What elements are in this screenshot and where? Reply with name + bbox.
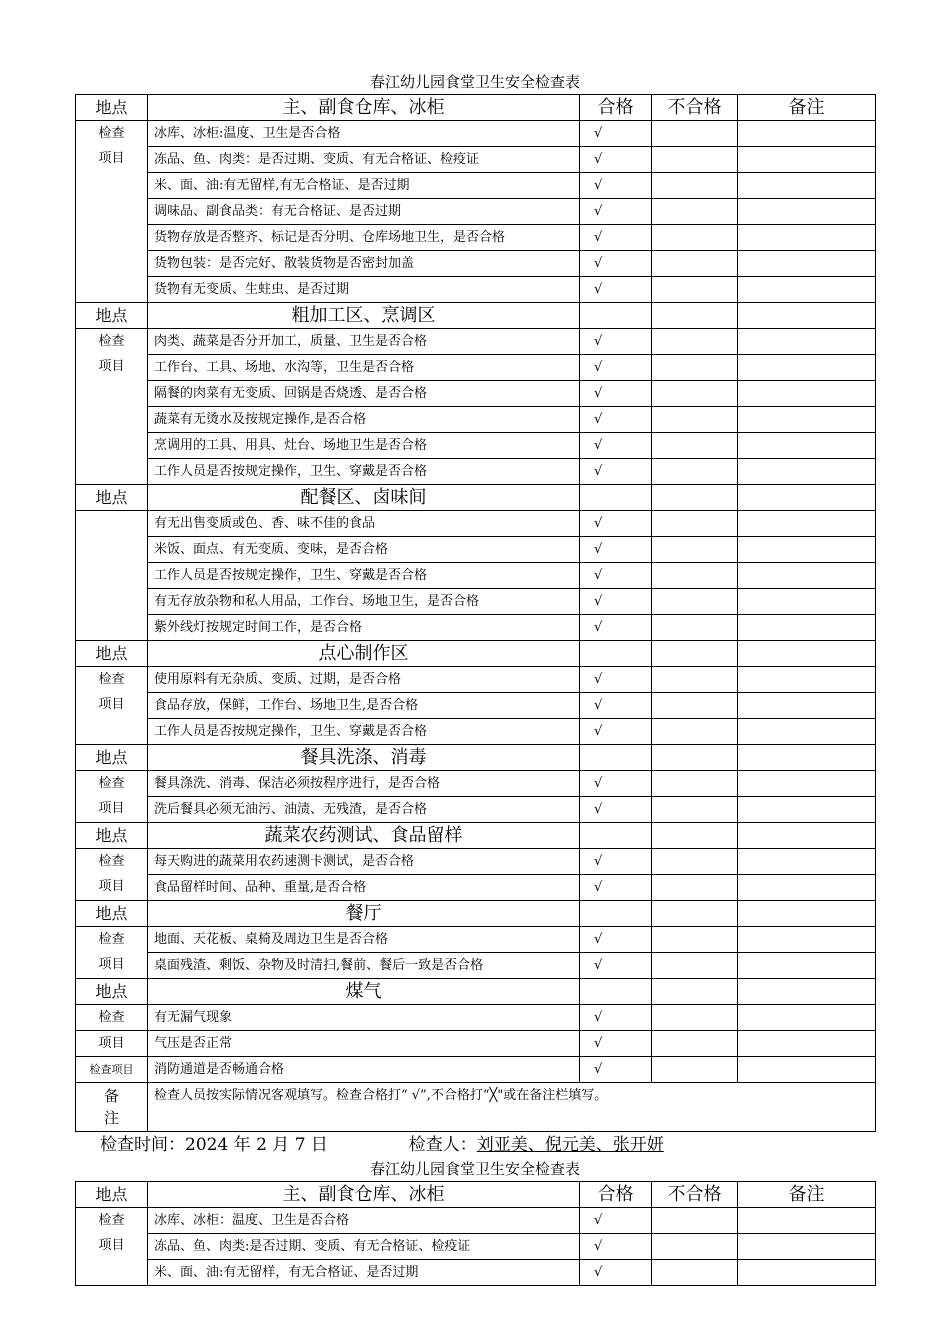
table-row xyxy=(76,693,876,719)
table-row xyxy=(76,277,876,303)
table-row xyxy=(76,459,876,485)
check-item-text: 米、面、油:有无留样，有无合格证、是否过期 xyxy=(148,1260,580,1286)
unqualified-cell xyxy=(652,199,738,225)
qualified-cell xyxy=(580,485,652,511)
unqualified-cell xyxy=(652,641,738,667)
remarks-cell xyxy=(738,979,876,1005)
remarks-cell xyxy=(738,771,876,797)
remarks-cell xyxy=(738,615,876,641)
qualified-mark: √ xyxy=(580,407,652,433)
table-row xyxy=(76,433,876,459)
check-item-text: 每天购进的蔬菜用农药速测卡测试，是否合格 xyxy=(148,849,580,875)
table-row xyxy=(76,797,876,823)
remarks-cell xyxy=(738,147,876,173)
section-header-row xyxy=(76,901,876,927)
check-item-text: 使用原料有无杂质、变质、过期，是否合格 xyxy=(148,667,580,693)
remarks-cell xyxy=(738,693,876,719)
check-label-line1: 检查 xyxy=(98,854,125,869)
qualified-mark: √ xyxy=(580,147,652,173)
table-row xyxy=(76,615,876,641)
qualified-mark: √ xyxy=(580,251,652,277)
section-header-row xyxy=(76,1182,876,1208)
location-label: 地点 xyxy=(76,303,148,329)
check-item-text: 烹调用的工具、用具、灶台、场地卫生是否合格 xyxy=(148,433,580,459)
qualified-mark: √ xyxy=(580,355,652,381)
inspection-table-2 xyxy=(75,1181,876,1286)
qualified-mark: √ xyxy=(580,121,652,147)
check-item-text: 工作人员是否按规定操作，卫生、穿戴是否合格 xyxy=(148,719,580,745)
remarks-cell xyxy=(738,927,876,953)
unqualified-cell xyxy=(652,381,738,407)
remarks-cell xyxy=(738,745,876,771)
unqualified-cell xyxy=(652,433,738,459)
qualified-mark: √ xyxy=(580,927,652,953)
remarks-cell xyxy=(738,381,876,407)
remarks-cell xyxy=(738,667,876,693)
check-item-text: 食品留样时间、品种、重量,是否合格 xyxy=(148,875,580,901)
check-item-text: 紫外线灯按规定时间工作，是否合格 xyxy=(148,615,580,641)
table-row xyxy=(76,381,876,407)
table-row xyxy=(76,667,876,693)
check-item-text: 米饭、面点、有无变质、变味，是否合格 xyxy=(148,537,580,563)
unqualified-cell xyxy=(652,875,738,901)
check-item-text: 冻品、鱼、肉类:是否过期、变质、有无合格证、检疫证 xyxy=(148,1234,580,1260)
section-name: 主、副食仓库、冰柜 xyxy=(148,1182,580,1208)
remarks-cell xyxy=(738,329,876,355)
check-label-line1: 检查 xyxy=(98,672,125,687)
check-items-label xyxy=(76,927,148,979)
unqualified-cell xyxy=(652,225,738,251)
qualified-cell xyxy=(580,823,652,849)
check-items-label xyxy=(76,771,148,823)
qualified-header: 合格 xyxy=(580,95,652,121)
check-label-line2: 项目 xyxy=(98,879,125,894)
check-item-text: 蔬菜有无烫水及按规定操作,是否合格 xyxy=(148,407,580,433)
inspector-label: 检查人： xyxy=(408,1135,477,1155)
section-name: 餐厅 xyxy=(148,901,580,927)
qualified-cell xyxy=(580,745,652,771)
check-label-line2: 项目 xyxy=(98,697,125,712)
section-header-row xyxy=(76,485,876,511)
unqualified-cell xyxy=(652,147,738,173)
remarks-cell xyxy=(738,641,876,667)
qualified-mark: √ xyxy=(580,1260,652,1286)
remarks-cell xyxy=(738,225,876,251)
remarks-cell xyxy=(738,303,876,329)
unqualified-cell xyxy=(652,979,738,1005)
remarks-label-line1: 备 xyxy=(103,1087,119,1105)
unqualified-cell xyxy=(652,329,738,355)
remarks-cell xyxy=(738,511,876,537)
table-row xyxy=(76,355,876,381)
check-item-text: 工作台、工具、场地、水沟等，卫生是否合格 xyxy=(148,355,580,381)
qualified-mark: √ xyxy=(580,225,652,251)
qualified-mark: √ xyxy=(580,719,652,745)
unqualified-cell xyxy=(652,355,738,381)
remarks-cell xyxy=(738,485,876,511)
check-items-label xyxy=(76,849,148,901)
section-header-row xyxy=(76,745,876,771)
remarks-cell xyxy=(738,849,876,875)
inspection-date: 2024 年 2 月 7 日 xyxy=(185,1135,328,1155)
table-row xyxy=(76,1260,876,1286)
check-items-label xyxy=(76,667,148,745)
section-name: 餐具洗涤、消毒 xyxy=(148,745,580,771)
section-name: 蔬菜农药测试、食品留样 xyxy=(148,823,580,849)
check-item-text: 工作人员是否按规定操作，卫生、穿戴是否合格 xyxy=(148,563,580,589)
inspection-time-label: 检查时间： xyxy=(100,1135,185,1155)
location-label: 地点 xyxy=(76,95,148,121)
check-items-label xyxy=(76,329,148,485)
table-row xyxy=(76,537,876,563)
qualified-mark: √ xyxy=(580,537,652,563)
unqualified-cell xyxy=(652,927,738,953)
check-item-text: 肉类、蔬菜是否分开加工，质量、卫生是否合格 xyxy=(148,329,580,355)
table-row xyxy=(76,953,876,979)
table-row xyxy=(76,329,876,355)
check-item-text: 食品存放，保鲜，工作台、场地卫生,是否合格 xyxy=(148,693,580,719)
unqualified-cell xyxy=(652,511,738,537)
unqualified-cell xyxy=(652,459,738,485)
qualified-mark: √ xyxy=(580,381,652,407)
unqualified-cell xyxy=(652,173,738,199)
section-header-row xyxy=(76,641,876,667)
table-row xyxy=(76,147,876,173)
table-row xyxy=(76,121,876,147)
remarks-cell xyxy=(738,459,876,485)
remarks-cell xyxy=(738,719,876,745)
check-label-line1: 检查 xyxy=(98,776,125,791)
location-label: 地点 xyxy=(76,1182,148,1208)
qualified-cell xyxy=(580,303,652,329)
check-item-text: 冰库、冰柜:温度、卫生是否合格 xyxy=(148,121,580,147)
check-item-text: 调味品、副食品类：有无合格证、是否过期 xyxy=(148,199,580,225)
unqualified-cell xyxy=(652,485,738,511)
qualified-mark: √ xyxy=(580,1031,652,1057)
table-row xyxy=(76,1031,876,1057)
section-name: 煤气 xyxy=(148,979,580,1005)
empty-label-cell xyxy=(76,511,148,641)
qualified-mark: √ xyxy=(580,589,652,615)
unqualified-cell xyxy=(652,563,738,589)
remarks-cell xyxy=(738,121,876,147)
check-item-text: 货物包装：是否完好、散装货物是否密封加盖 xyxy=(148,251,580,277)
unqualified-cell xyxy=(652,277,738,303)
table-row xyxy=(76,1208,876,1234)
remarks-cell xyxy=(738,1005,876,1031)
section-header-row xyxy=(76,95,876,121)
unqualified-cell xyxy=(652,693,738,719)
check-label-line1: 检查 xyxy=(76,1005,148,1031)
check-item-text: 有无漏气现象 xyxy=(148,1005,580,1031)
table-row xyxy=(76,771,876,797)
section-name: 粗加工区、烹调区 xyxy=(148,303,580,329)
location-label: 地点 xyxy=(76,901,148,927)
qualified-mark: √ xyxy=(580,199,652,225)
table-row xyxy=(76,1005,876,1031)
unqualified-cell xyxy=(652,251,738,277)
remarks-label xyxy=(76,1083,148,1132)
qualified-mark: √ xyxy=(580,1005,652,1031)
unqualified-cell xyxy=(652,1005,738,1031)
unqualified-header: 不合格 xyxy=(652,95,738,121)
remarks-cell xyxy=(738,589,876,615)
remarks-cell xyxy=(738,1208,876,1234)
qualified-mark: √ xyxy=(580,875,652,901)
qualified-mark: √ xyxy=(580,277,652,303)
unqualified-cell xyxy=(652,823,738,849)
check-label-line2: 项目 xyxy=(98,359,125,374)
table-row xyxy=(76,511,876,537)
unqualified-cell xyxy=(652,1208,738,1234)
location-label: 地点 xyxy=(76,485,148,511)
qualified-mark: √ xyxy=(580,511,652,537)
qualified-mark: √ xyxy=(580,433,652,459)
check-label-line2: 项目 xyxy=(98,957,125,972)
remarks-cell xyxy=(738,433,876,459)
unqualified-cell xyxy=(652,719,738,745)
table-row xyxy=(76,849,876,875)
unqualified-header: 不合格 xyxy=(652,1182,738,1208)
table-row xyxy=(76,199,876,225)
qualified-mark: √ xyxy=(580,1234,652,1260)
remarks-cell xyxy=(738,277,876,303)
unqualified-cell xyxy=(652,901,738,927)
check-label-line2: 项目 xyxy=(98,1238,125,1253)
remarks-cell xyxy=(738,251,876,277)
unqualified-cell xyxy=(652,407,738,433)
unqualified-cell xyxy=(652,953,738,979)
qualified-cell xyxy=(580,901,652,927)
check-item-text: 工作人员是否按规定操作，卫生、穿戴是否合格 xyxy=(148,459,580,485)
page-title: 春江幼儿园食堂卫生安全检查表 xyxy=(369,73,580,91)
remarks-cell xyxy=(738,1031,876,1057)
check-label-line1: 检查 xyxy=(98,126,125,141)
location-label: 地点 xyxy=(76,979,148,1005)
check-item-text: 桌面残渣、剩饭、杂物及时清扫,餐前、餐后一致是否合格 xyxy=(148,953,580,979)
table-row xyxy=(76,589,876,615)
check-item-text: 隔餐的肉菜有无变质、回锅是否烧透、是否合格 xyxy=(148,381,580,407)
check-items-label xyxy=(76,121,148,303)
section-header-row xyxy=(76,979,876,1005)
check-item-text: 米、面、油:有无留样,有无合格证、是否过期 xyxy=(148,173,580,199)
check-items-label xyxy=(76,1208,148,1286)
qualified-mark: √ xyxy=(580,1057,652,1083)
qualified-mark: √ xyxy=(580,667,652,693)
unqualified-cell xyxy=(652,797,738,823)
check-label-line1: 检查 xyxy=(98,334,125,349)
remarks-cell xyxy=(738,199,876,225)
qualified-mark: √ xyxy=(580,953,652,979)
unqualified-cell xyxy=(652,849,738,875)
table-row xyxy=(76,927,876,953)
qualified-cell xyxy=(580,979,652,1005)
location-label: 地点 xyxy=(76,641,148,667)
remarks-cell xyxy=(738,1057,876,1083)
remarks-cell xyxy=(738,901,876,927)
table-row xyxy=(76,407,876,433)
check-item-text: 洗后餐具必须无油污、油渍、无残渣，是否合格 xyxy=(148,797,580,823)
qualified-mark: √ xyxy=(580,173,652,199)
page-title-2: 春江幼儿园食堂卫生安全检查表 xyxy=(369,1160,580,1178)
table-row xyxy=(76,225,876,251)
footer xyxy=(100,1130,900,1155)
check-item-text: 货物有无变质、生蛀虫、是否过期 xyxy=(148,277,580,303)
remarks-text: 检查人员按实际情况客观填写。检查合格打“ √”,不合格打“╳"或在备注栏填写。 xyxy=(148,1083,876,1132)
remarks-row xyxy=(76,1083,876,1132)
unqualified-cell xyxy=(652,1234,738,1260)
inspection-table xyxy=(75,94,876,1132)
qualified-mark: √ xyxy=(580,563,652,589)
qualified-cell xyxy=(580,641,652,667)
section-header-row xyxy=(76,823,876,849)
remarks-cell xyxy=(738,1260,876,1286)
check-item-text: 消防通道是否畅通合格 xyxy=(148,1057,580,1083)
qualified-mark: √ xyxy=(580,1208,652,1234)
remarks-header: 备注 xyxy=(738,95,876,121)
check-label-line2: 项目 xyxy=(76,1031,148,1057)
unqualified-cell xyxy=(652,667,738,693)
unqualified-cell xyxy=(652,1031,738,1057)
qualified-mark: √ xyxy=(580,797,652,823)
remarks-cell xyxy=(738,355,876,381)
remarks-cell xyxy=(738,953,876,979)
unqualified-cell xyxy=(652,1057,738,1083)
remarks-cell xyxy=(738,875,876,901)
location-label: 地点 xyxy=(76,823,148,849)
unqualified-cell xyxy=(652,303,738,329)
remarks-cell xyxy=(738,407,876,433)
unqualified-cell xyxy=(652,615,738,641)
remarks-header: 备注 xyxy=(738,1182,876,1208)
check-item-text: 有无出售变质或色、香、味不佳的食品 xyxy=(148,511,580,537)
qualified-header: 合格 xyxy=(580,1182,652,1208)
unqualified-cell xyxy=(652,771,738,797)
table-row xyxy=(76,875,876,901)
qualified-mark: √ xyxy=(580,615,652,641)
remarks-label-line2: 注 xyxy=(103,1109,119,1127)
qualified-mark: √ xyxy=(580,693,652,719)
unqualified-cell xyxy=(652,745,738,771)
table-row xyxy=(76,1234,876,1260)
qualified-mark: √ xyxy=(580,771,652,797)
remarks-cell xyxy=(738,1234,876,1260)
qualified-mark: √ xyxy=(580,849,652,875)
section-header-row xyxy=(76,303,876,329)
unqualified-cell xyxy=(652,1260,738,1286)
table-row xyxy=(76,719,876,745)
qualified-mark: √ xyxy=(580,459,652,485)
table-row xyxy=(76,563,876,589)
section-name: 点心制作区 xyxy=(148,641,580,667)
remarks-cell xyxy=(738,537,876,563)
check-label-line2: 项目 xyxy=(98,801,125,816)
check-label-line1: 检查 xyxy=(98,1213,125,1228)
table-row xyxy=(76,1057,876,1083)
unqualified-cell xyxy=(652,537,738,563)
unqualified-cell xyxy=(652,589,738,615)
remarks-cell xyxy=(738,563,876,589)
check-label-line2: 项目 xyxy=(98,151,125,166)
section-name: 配餐区、卤味间 xyxy=(148,485,580,511)
location-label: 地点 xyxy=(76,745,148,771)
inspector-names: 刘亚美、倪元美、张开妍 xyxy=(476,1135,664,1155)
check-item-text: 地面、天花板、桌椅及周边卫生是否合格 xyxy=(148,927,580,953)
unqualified-cell xyxy=(652,121,738,147)
check-item-text: 有无存放杂物和私人用品，工作台、场地卫生，是否合格 xyxy=(148,589,580,615)
check-item-text: 餐具涤洗、消毒、保洁必须按程序进行，是否合格 xyxy=(148,771,580,797)
remarks-cell xyxy=(738,173,876,199)
check-item-text: 冻品、鱼、肉类：是否过期、变质、有无合格证、检疫证 xyxy=(148,147,580,173)
check-item-text: 货物存放是否整齐、标记是否分明、仓库场地卫生，是否合格 xyxy=(148,225,580,251)
check-items-combined-label: 检查项目 xyxy=(76,1057,148,1083)
section-name: 主、副食仓库、冰柜 xyxy=(148,95,580,121)
table-row xyxy=(76,251,876,277)
remarks-cell xyxy=(738,797,876,823)
check-item-text: 气压是否正常 xyxy=(148,1031,580,1057)
remarks-cell xyxy=(738,823,876,849)
qualified-mark: √ xyxy=(580,329,652,355)
check-label-line1: 检查 xyxy=(98,932,125,947)
table-row xyxy=(76,173,876,199)
check-item-text: 冰库、冰柜：温度、卫生是否合格 xyxy=(148,1208,580,1234)
